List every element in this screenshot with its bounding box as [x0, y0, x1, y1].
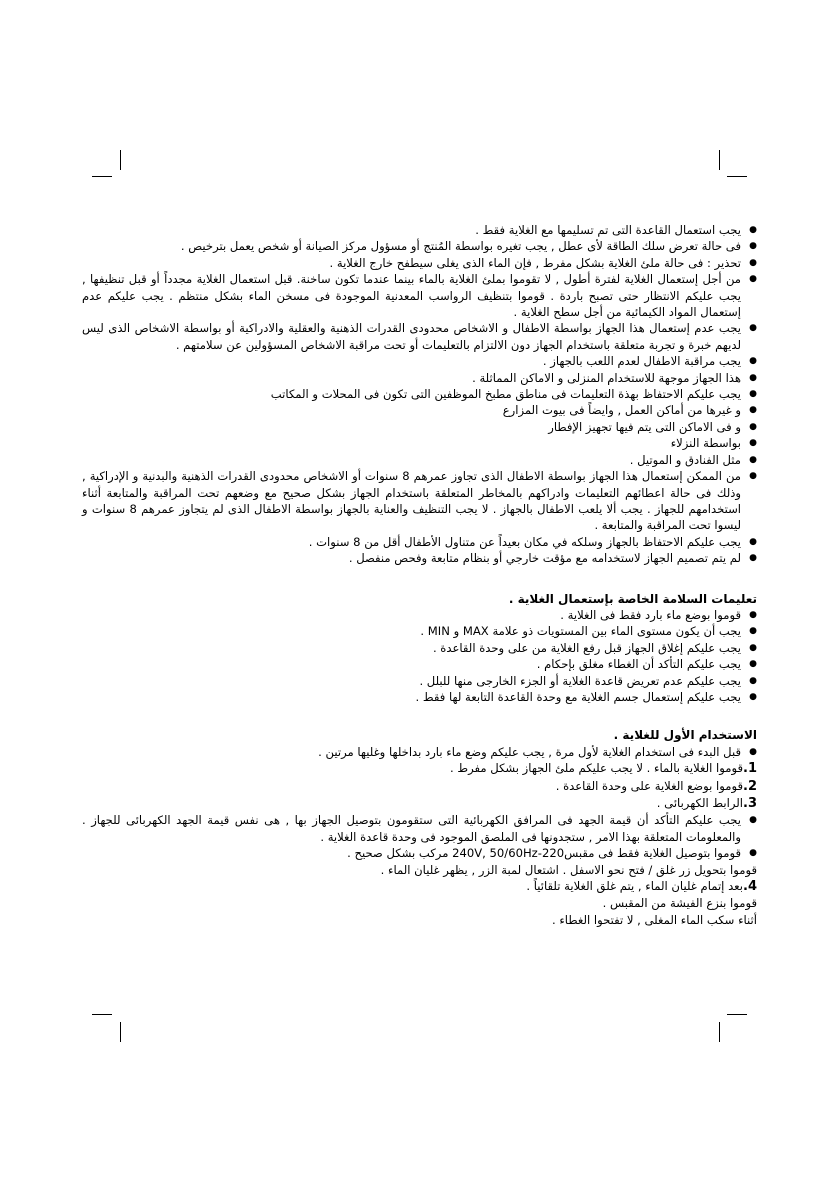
list-item: ● يجب عليكم إستعمال جسم الغلاية مع وحدة القاعدة التابعة لها فقط . — [82, 689, 757, 705]
list-item: ● قوموا بتوصيل الغلاية فقط فى مقبس220-240V, 50/60Hz مركب بشكل صحيح . — [82, 845, 757, 861]
step-text: قوموا الغلاية بالماء . لا يجب عليكم ملئ الجهاز بشكل مفرط . — [450, 761, 743, 776]
step-text: بعد إتمام غليان الماء , يتم غلق الغلاية تلقائياً . — [526, 879, 743, 894]
page-content — [82, 222, 757, 928]
list-item: ● و غيرها من أماكن العمل , وايضاً فى بيوت المزارع — [82, 402, 757, 418]
paragraph: أثناء سكب الماء المغلى , لا تفتحوا الغطاء . — [551, 912, 757, 927]
safety-instructions-heading: تعليمات السلامة الخاصة بإستعمال الغلاية . — [508, 591, 757, 606]
crop-mark-top-right-vertical — [719, 150, 720, 170]
paragraph: قوموا بنزع الفيشة من المقبس . — [602, 896, 757, 911]
list-item: ● هذا الجهاز موجهة للاستخدام المنزلى و الاماكن المماثلة . — [82, 370, 757, 386]
list-item: ● يجب عليكم التأكد أن قيمة الجهد فى المرافق الكهربائية التى ستقومون بتوصيل الجهاز بها , هى نفس قيمة الجهد الكهربائى للجهاز . والمعلومات المتعلقة بهذا الامر , ستجدونها فى الملصق الموجود فى وحدة قاعدة الغلاية . — [82, 812, 757, 845]
crop-mark-top-left-vertical — [120, 150, 121, 170]
step-number: 2. — [743, 778, 757, 794]
crop-mark-bottom-left-horizontal — [92, 1014, 112, 1015]
list-item: ● يجب استعمال القاعدة التى تم تسليمها مع الغلاية فقط . — [82, 222, 757, 238]
list-item: ● يجب عليكم عدم تعريض قاعدة الغلاية أو الجزء الخارجى منها للبلل . — [82, 673, 757, 689]
list-item: ● من الممكن إستعمال هذا الجهاز بواسطة الاطفال الذى تجاوز عمرهم 8 سنوات أو الاشخاص محدودى القدرات الذهنية والبدنية و الإدراكية , وذلك فى حالة اعطائهم التعليمات وادراكهم بالمخاطر المتعلقة باستخدام الجهاز بشكل صحيح مع وضعهم تحت المراقبة والمتابعة أثناء استخدامهم للجهاز . يجب ألا يلعب الاطفال بالجهاز . لا يجب التنظيف والعناية بالجهاز بواسطة الاطفال الذى لم يتجاوز عمرهم 8 سنوات و ليسوا تحت المراقبة والمتابعة . — [82, 468, 757, 534]
first-use-heading: الاستخدام الأول للغلاية . — [613, 728, 757, 743]
step-number: 1. — [743, 761, 757, 777]
list-item: ● يجب عدم إستعمال هذا الجهاز بواسطة الاطفال و الاشخاص محدودى القدرات الذهنية والعقلية والادراكية أو بواسطة الاشخاص الذى ليس لديهم خبرة و تجربة متعلقة باستخدام الجهاز دون الالتزام بالتعليمات أو تحت مراقبة الاشخاص المسؤولين عن سلامتهم . — [82, 320, 757, 353]
list-item: ● قوموا بوضع ماء بارد فقط فى الغلاية . — [82, 607, 757, 623]
step-text: قوموا بوضع الغلاية على وحدة القاعدة . — [555, 778, 743, 793]
section-spacer — [82, 567, 757, 591]
section-spacer — [82, 705, 757, 727]
list-item: ● لم يتم تصميم الجهاز لاستخدامه مع مؤقت خارجي أو بنظام متابعة وفحص منفصل . — [82, 550, 757, 566]
list-item: ● و فى الاماكن التى يتم فيها تجهيز الإفطار — [82, 419, 757, 435]
crop-mark-bottom-right-vertical — [719, 1022, 720, 1042]
list-item: ● يجب أن يكون مستوى الماء بين المستويات ذو علامة MAX و MIN . — [82, 623, 757, 639]
paragraph: قوموا بتحويل زر غلق / فتح نحو الاسفل . اشتعال لمبة الزر , يظهر غليان الماء . — [380, 862, 757, 877]
crop-mark-top-left-horizontal — [92, 176, 112, 177]
list-item: ● فى حالة تعرض سلك الطاقة لأى عطل , يجب تغيره بواسطة المُنتج أو مسؤول مركز الصيانة أو شخص يعمل بترخيص . — [82, 238, 757, 254]
list-item: ● يجب عليكم الاحتفاظ بالجهاز وسلكه في مكان بعيداً عن متناول الأطفال أقل من 8 سنوات . — [82, 534, 757, 550]
list-item: ● تحذير : فى حالة ملئ الغلاية بشكل مفرط , فإن الماء الذى يغلى سيطفح خارج الغلاية . — [82, 255, 757, 271]
safety-instructions-list — [82, 607, 757, 705]
general-warnings-list — [82, 222, 757, 567]
step-number: 4. — [743, 879, 757, 895]
numbered-step — [82, 795, 757, 812]
list-item: ● يجب عليكم إغلاق الجهاز قبل رفع الغلاية من على وحدة القاعدة . — [82, 640, 757, 656]
step-text: الرابط الكهربائى . — [656, 796, 743, 810]
list-item: ● يجب عليكم التأكد أن الغطاء مغلق بإحكام . — [82, 656, 757, 672]
numbered-step — [82, 778, 757, 795]
first-use-list — [82, 744, 757, 928]
numbered-step — [82, 878, 757, 895]
crop-mark-bottom-right-horizontal — [727, 1014, 747, 1015]
crop-mark-top-right-horizontal — [727, 176, 747, 177]
numbered-step — [82, 760, 757, 777]
list-item: ● يجب عليكم الاحتفاظ بهذة التعليمات فى مناطق مطبخ الموظفين التى تكون فى المحلات و المكاتب — [82, 386, 757, 402]
list-item: ● بواسطة النزلاء — [82, 435, 757, 451]
list-item: ● مثل الفنادق و الموتيل . — [82, 452, 757, 468]
step-number: 3. — [743, 796, 757, 811]
list-item: ● من أجل إستعمال الغلاية لفترة أطول , لا تقوموا بملئ الغلاية بالماء بينما عندما تكون ساخنة. قبل استعمال الغلاية مجدداً أو قبل تنظيفها , يجب عليكم الانتظار حتى تصبح باردة . قوموا بتنظيف الرواسب المعدنية الموجودة فى مسخن الماء بشكل منتظم . يجب عليكم عدم إستعمال المواد الكيمائية من أجل سطح الغلاية . — [82, 271, 757, 320]
list-item: ● يجب مراقبة الاطفال لعدم اللعب بالجهاز . — [82, 353, 757, 369]
list-item: ● قبل البدء فى استخدام الغلاية لأول مرة , يجب عليكم وضع ماء بارد بداخلها وغليها مرتين . — [82, 744, 757, 760]
crop-mark-bottom-left-vertical — [120, 1022, 121, 1042]
